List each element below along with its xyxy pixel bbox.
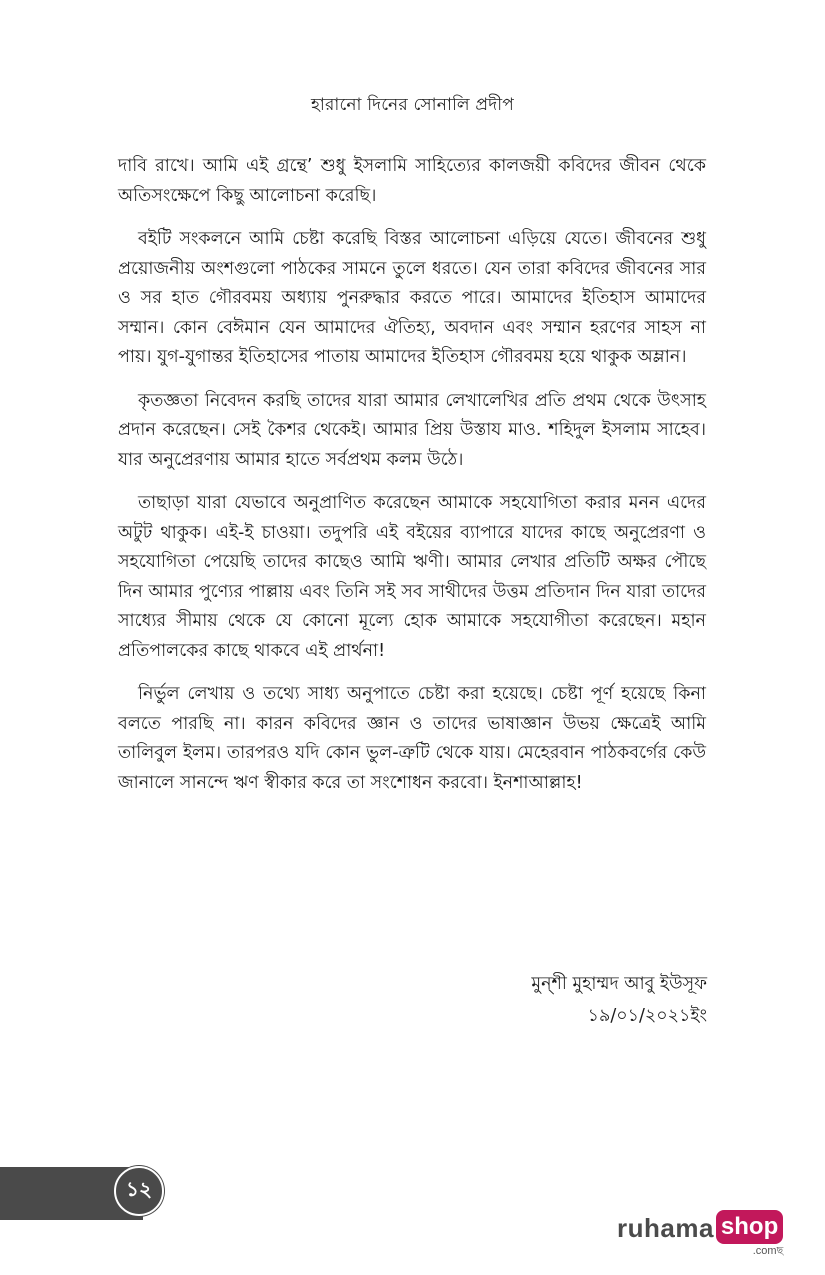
paragraph-4: তাছাড়া যারা যেভাবে অনুপ্রাণিত করেছেন আমাকে সহযোগিতা করার মনন এদের অটুট থাকুক। এই-ই চাওয়া। তদুপরি এই বইয়ের ব্যাপারে যাদের কাছে অনুপ্রেরণা ও সহযোগিতা পেয়েছি তাদের কাছেও আমি ঋণী। আমার লেখার প্রতিটি অক্ষর পৌছে দিন আমার পুণ্যের পাল্লায় এবং তিনি সই সব সাথীদের উত্তম প্রতিদান দিন যারা তাদের সাধ্যের সীমায় থেকে যে কোনো মূল্যে হোক আমাকে সহযোগীতা করেছেন। মহান প্রতিপালকের কাছে থাকবে এই প্রার্থনা! [118,493,706,661]
logo-text-ruhama: ruhama [617,1213,714,1243]
signature-date: ১৯/০১/২০২১ইং [587,1006,707,1026]
paragraph-2: বইটি সংকলনে আমি চেষ্টা করেছি বিস্তর আলোচনা এড়িয়ে যেতে। জীবনের শুধু প্রয়োজনীয় অংশগুলো পাঠকের সামনে তুলে ধরতে। যেন তারা কবিদের জীবনের সার ও সর হাত গৌরবময় অধ্যায় পুনরুদ্ধার করতে পারে। আমাদের ইতিহাস আমাদের সম্মান। কোন বেঈমান যেন আমাদের ঐতিহ্য, অবদান এবং সম্মান হরণের সাহস না পায়। যুগ-যুগান্তর ইতিহাসের পাতায় আমাদের ইতিহাস গৌরবময় হয়ে থাকুক অম্লান। [118,229,706,367]
author-name: মুন্‌শী মুহাম্মদ আবু ইউসূফ [531,974,707,994]
paragraph-1: দাবি রাখে। আমি এই গ্রন্থে’ শুধু ইসলামি সাহিত্যের কালজয়ী কবিদের জীবন থেকে অতিসংক্ষেপে কিছু আলোচনা করেছি। [118,156,706,206]
logo-shop-group [714,1210,783,1257]
paragraph-5: নির্ভুল লেখায় ও তথ্যে সাধ্য অনুপাতে চেষ্টা করা হয়েছে। চেষ্টা পূর্ণ হয়েছে কিনা বলতে পারছি না। কারন কবিদের জ্ঞান ও তাদের ভাষাজ্ঞান উভয় ক্ষেত্রেই আমি তালিবুল ইলম। তারপরও যদি কোন ভুল-ত্রুটি থেকে যায়। মেহেরবান পাঠকবর্গের কেউ জানালে সানন্দে ঋণ স্বীকার করে তা সংশোধন করবো। ইনশাআল্লাহ! [118,684,706,793]
logo-text-shop: shop [716,1210,783,1244]
paragraph-3: কৃতজ্ঞতা নিবেদন করছি তাদের যারা আমার লেখালেখির প্রতি প্রথম থেকে উৎসাহ প্রদান করেছেন। সেই কৈশর থেকেই। আমার প্রিয় উস্তায মাও. শহিদুল ইসলাম সাহেব। যার অনুপ্রেরণায় আমার হাতে সর্বপ্রথম কলম উঠে। [118,390,706,470]
running-header: হারানো দিনের সোনালি প্রদীপ [310,95,515,115]
page-number: ১২ [114,1166,164,1216]
signature-block [531,968,707,1032]
body-text [118,152,706,812]
publisher-logo [617,1210,783,1257]
logo-text-com: .comছ [752,1245,784,1257]
